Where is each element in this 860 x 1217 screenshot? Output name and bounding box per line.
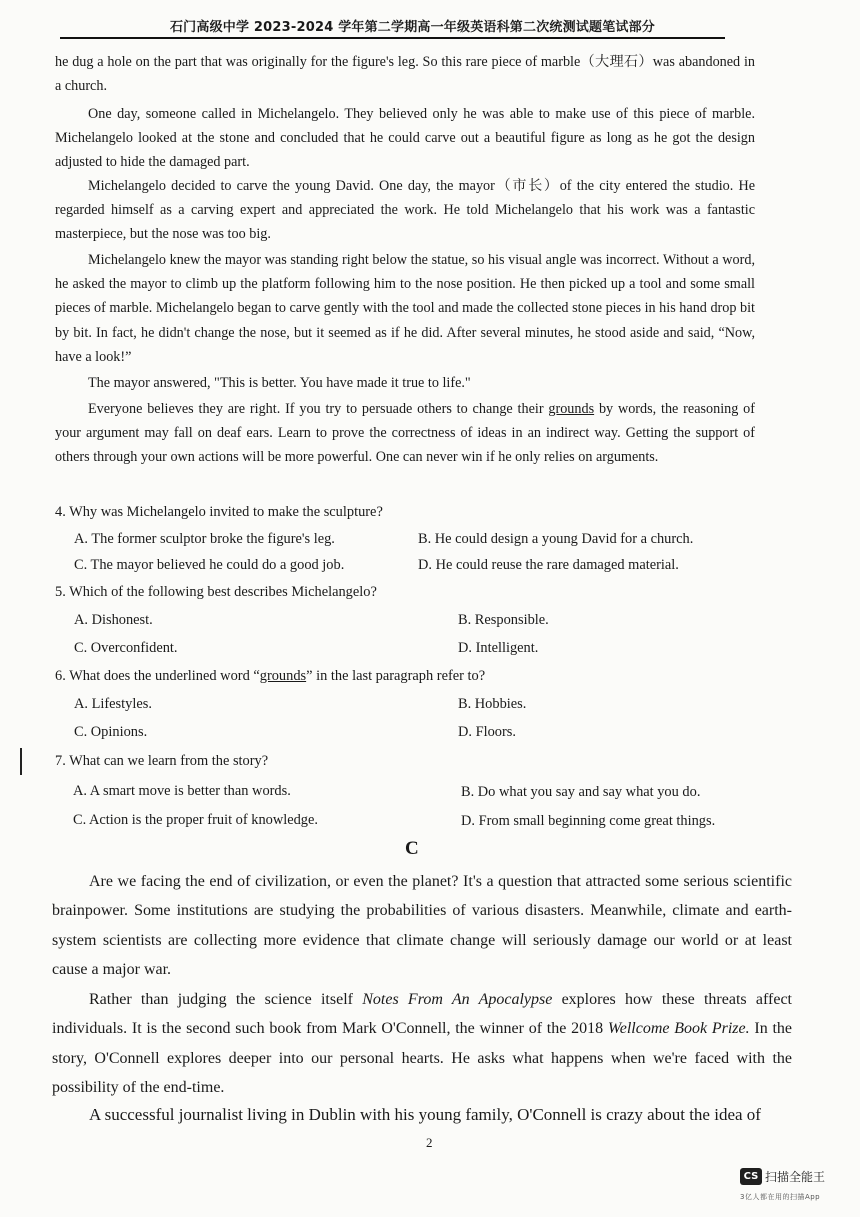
- paragraph-text: Everyone believes they are right. If you try to persuade others to change their: [88, 401, 549, 417]
- paragraph-text: In the story, O'Connell explores deeper into our personal hearts. He asks what happens when we're faced with the possibility of the end-time.: [52, 1020, 793, 1096]
- exam-title: 石门高级中学 2023-2024 学年第二学期高一年级英语科第二次统测试题笔试部分: [169, 20, 655, 35]
- q7-option-d: D. From small beginning come great things.: [461, 813, 716, 829]
- passage-b-paragraph-6: [55, 397, 755, 470]
- q6-option-b: B. Hobbies.: [458, 696, 527, 712]
- q7-option-c: C. Action is the proper fruit of knowledge.: [73, 812, 318, 828]
- passage-c-paragraph-1: Are we facing the end of civilization, or even the planet? It's a question that attracted some serious scientific brainpower. Some institutions are studying the probabilities of various disasters. Meanwhile, climate and earth-system scientists are collecting more evidence that climate change will seriously damage our world or at least cause a major war.: [52, 873, 792, 978]
- question-5-stem: 5. Which of the following best describes Michelangelo?: [55, 584, 377, 600]
- q6-option-d: D. Floors.: [458, 724, 516, 740]
- watermark-title: 扫描全能王: [765, 1170, 826, 1184]
- q5-option-c: C. Overconfident.: [74, 640, 178, 656]
- book-title: Notes From An Apocalypse: [362, 991, 553, 1008]
- q5-option-d: D. Intelligent.: [458, 640, 539, 656]
- passage-b-paragraph-4: Michelangelo knew the mayor was standing right below the statue, so his visual angle was incorrect. Without a word, he asked the mayor to climb up the platform following him to the nose position. He then picked up a tool and some small pieces of marble. Michelangelo began to carve gently with the tool and made the collected stone pieces in his hand drop bit by bit. In fact, he didn't change the nose, but it seemed as if he did. After several minutes, he stood aside and said, “Now, have a look!”: [55, 252, 755, 365]
- scanner-watermark: [738, 1166, 848, 1206]
- passage-c-paragraph-2: [52, 985, 792, 1102]
- question-text: 6. What does the underlined word “: [55, 668, 260, 684]
- passage-c-paragraph-3: A successful journalist living in Dublin with his young family, O'Connell is crazy about the idea of: [89, 1105, 761, 1124]
- question-4-stem: 4. Why was Michelangelo invited to make the sculpture?: [55, 504, 383, 520]
- q6-option-a: A. Lifestyles.: [74, 696, 152, 712]
- q4-option-d: D. He could reuse the rare damaged material.: [418, 557, 679, 573]
- passage-b-paragraph-1: he dug a hole on the part that was originally for the figure's leg. So this rare piece of marble（大理石）was abandoned in a church.: [55, 54, 755, 95]
- underlined-word: grounds: [259, 668, 307, 684]
- passage-b-paragraph-3: Michelangelo decided to carve the young David. One day, the mayor（市长）of the city entered the studio. He regarded himself as a carving expert and appreciated the work. He told Michelangelo that his work was a fantastic masterpiece, but the nose was too big.: [55, 178, 755, 243]
- passage-b-paragraph-5: The mayor answered, "This is better. You have made it true to life.": [88, 375, 471, 391]
- watermark-subtitle: 3亿人都在用的扫描App: [740, 1193, 821, 1201]
- page-header: [60, 10, 725, 42]
- q7-option-b: B. Do what you say and say what you do.: [461, 784, 701, 800]
- header-rule: [60, 37, 725, 39]
- q4-option-c: C. The mayor believed he could do a good job.: [74, 557, 345, 573]
- question-text: ” in the last paragraph refer to?: [306, 668, 486, 684]
- margin-mark: [20, 748, 22, 775]
- q5-option-a: A. Dishonest.: [74, 612, 153, 628]
- paragraph-text: by words, the reasoning of your argument may fall on deaf ears. Learn to prove the correctness of ideas in an indirect way. Getting the support of others through your own actions will be more powerful. One can never win if he only relies on arguments.: [55, 401, 755, 466]
- paragraph-text: Rather than judging the science itself: [89, 991, 363, 1008]
- camscanner-logo-icon: CS: [740, 1168, 762, 1185]
- q6-option-c: C. Opinions.: [74, 724, 148, 740]
- passage-b-paragraph-2: One day, someone called in Michelangelo. They believed only he was able to make use of this piece of marble. Michelangelo looked at the stone and concluded that he could carve out a beautiful figure as long as he got the design adjusted to hide the damaged part.: [55, 106, 755, 171]
- page-number: 2: [426, 1135, 433, 1150]
- question-6-stem: [55, 668, 485, 685]
- q5-option-b: B. Responsible.: [458, 612, 549, 628]
- q4-option-a: A. The former sculptor broke the figure's leg.: [74, 531, 335, 547]
- q7-option-a: A. A smart move is better than words.: [73, 783, 291, 799]
- question-7-stem: 7. What can we learn from the story?: [55, 753, 269, 769]
- section-letter: C: [405, 838, 419, 859]
- underlined-word: grounds: [548, 401, 595, 417]
- paragraph-text: explores how these threats affect individuals. It is the second such book from Mark O'Connell, the winner of the 2018: [52, 991, 792, 1038]
- prize-name: Wellcome Book Prize.: [607, 1020, 750, 1038]
- q4-option-b: B. He could design a young David for a church.: [418, 531, 694, 547]
